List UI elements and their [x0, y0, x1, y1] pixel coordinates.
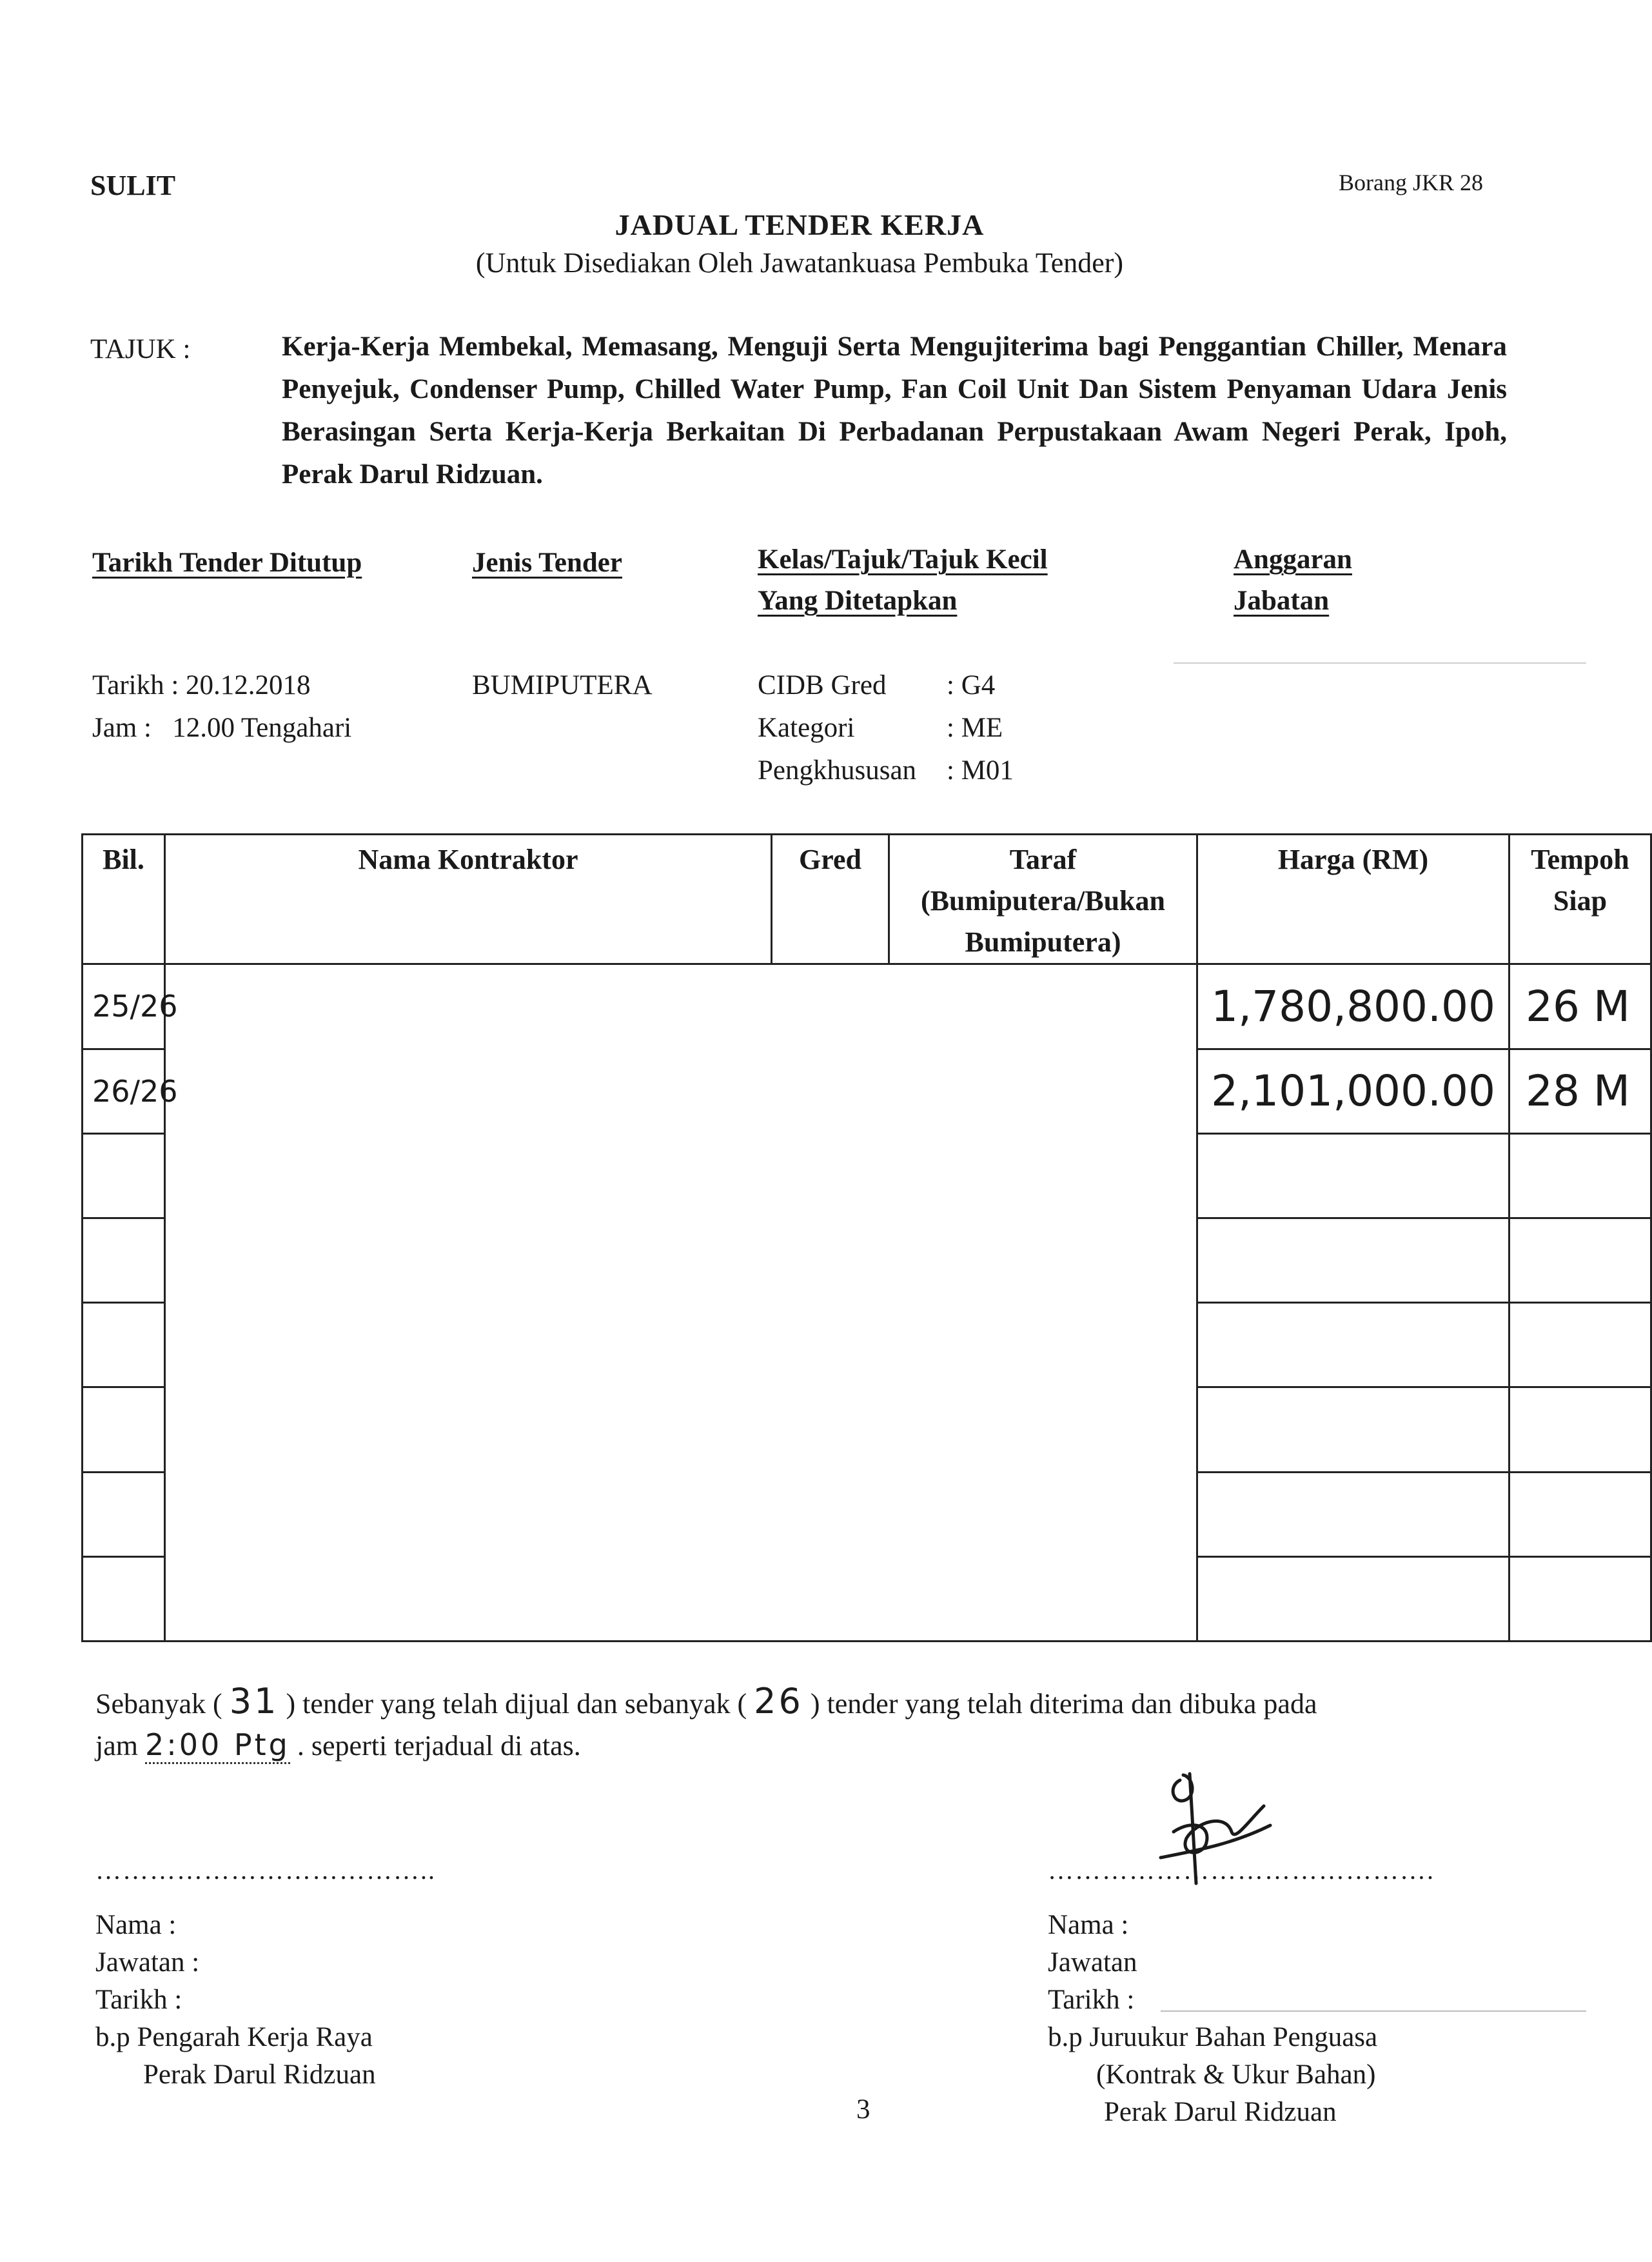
harga-cell — [1197, 1556, 1509, 1641]
jenis-tender-value: BUMIPUTERA — [472, 670, 653, 700]
anggaran-header-line1: Anggaran — [1234, 544, 1352, 575]
tenders-sold-count: 31 — [229, 1681, 279, 1721]
right-nama: Nama : — [1048, 1910, 1129, 1940]
signature-line-left: ……………………………….. — [95, 1856, 436, 1885]
page-subtitle: (Untuk Disediakan Oleh Jawatankuasa Pembuka Tender) — [475, 247, 1124, 279]
tajuk-text: Kerja-Kerja Membekal, Memasang, Menguji Serta Mengujiterima bagi Penggantian Chiller, Menara Penyejuk, Condenser Pump, Chilled Water Pump, Fan Coil Unit Dan Sistem Penyaman Udara Jenis Berasingan Serta Kerja-Kerja Berkaitan Di Perbadanan Perpustakaan Awam Negeri Perak, Ipoh, Perak Darul Ridzuan. — [282, 332, 1507, 490]
tempoh-cell — [1509, 1556, 1651, 1641]
tempoh-cell — [1509, 1472, 1651, 1556]
form-code: Borang JKR 28 — [1339, 170, 1483, 195]
table-row — [83, 1472, 1651, 1556]
tarikh-tender-header: Tarikh Tender Ditutup — [92, 548, 362, 578]
right-tarikh: Tarikh : — [1048, 1985, 1135, 2015]
bil-cell — [83, 1133, 165, 1218]
contractor-cell — [165, 1472, 1197, 1556]
contractor-cell — [165, 1049, 1197, 1133]
contractor-cell — [165, 1556, 1197, 1641]
right-bp-line2: (Kontrak & Ukur Bahan) — [1096, 2059, 1376, 2090]
col-bil: Bil. — [83, 835, 165, 964]
bil-cell — [83, 1472, 165, 1556]
tenders-received-count: 26 — [754, 1681, 803, 1721]
bil-cell: 25/26 — [83, 964, 165, 1049]
kategori-label: Kategori — [758, 713, 855, 743]
table-row — [83, 1049, 1651, 1133]
classification-label: SULIT — [90, 170, 176, 201]
right-bp-line3: Perak Darul Ridzuan — [1104, 2097, 1337, 2127]
left-jawatan: Jawatan : — [95, 1947, 200, 1978]
summary-line-1: Sebanyak ( 31 ) tender yang telah dijual dan sebanyak ( 26 ) tender yang telah diterima dan dibuka pada — [95, 1681, 1317, 1721]
contractor-cell — [165, 964, 1197, 1049]
col-harga: Harga (RM) — [1197, 835, 1509, 964]
bil-cell: 26/26 — [83, 1049, 165, 1133]
bil-cell — [83, 1303, 165, 1387]
pengkhususan-value: : M01 — [947, 755, 1014, 786]
contractor-cell — [165, 1387, 1197, 1472]
kategori-value: : ME — [947, 713, 1003, 743]
tender-table — [81, 833, 1652, 1642]
left-tarikh: Tarikh : — [95, 1985, 182, 2015]
harga-cell — [1197, 1218, 1509, 1302]
tempoh-cell — [1509, 1303, 1651, 1387]
kelas-header-line1: Kelas/Tajuk/Tajuk Kecil — [758, 544, 1048, 575]
tarikh-value: Tarikh : 20.12.2018 — [92, 670, 311, 700]
anggaran-header-line2: Jabatan — [1234, 586, 1330, 616]
contractor-cell — [165, 1303, 1197, 1387]
left-bp-line1: b.p Pengarah Kerja Raya — [95, 2022, 373, 2052]
table-row — [83, 1556, 1651, 1641]
tempoh-cell — [1509, 1387, 1651, 1472]
tempoh-cell — [1509, 1133, 1651, 1218]
summary-line-2: jam 2:00 Ptg . seperti terjadual di atas. — [95, 1727, 581, 1762]
right-bp-line1: b.p Juruukur Bahan Penguasa — [1048, 2022, 1378, 2052]
scan-line — [1174, 662, 1586, 664]
opening-time: 2:00 Ptg — [145, 1727, 290, 1764]
harga-cell — [1197, 1303, 1509, 1387]
contractor-cell — [165, 1133, 1197, 1218]
tajuk-label: TAJUK : — [90, 334, 191, 364]
harga-cell: 2,101,000.00 — [1197, 1049, 1509, 1133]
bil-cell — [83, 1556, 165, 1641]
bil-cell — [83, 1218, 165, 1302]
col-nama-kontraktor: Nama Kontraktor — [165, 835, 772, 964]
right-jawatan: Jawatan — [1048, 1947, 1137, 1978]
scan-line — [1161, 2010, 1586, 2012]
table-row — [83, 1218, 1651, 1302]
harga-cell: 1,780,800.00 — [1197, 964, 1509, 1049]
left-bp-line2: Perak Darul Ridzuan — [143, 2059, 376, 2090]
col-tempoh-siap: Tempoh Siap — [1509, 835, 1651, 964]
col-gred: Gred — [772, 835, 889, 964]
jenis-tender-header: Jenis Tender — [472, 548, 622, 578]
harga-cell — [1197, 1133, 1509, 1218]
table-row — [83, 1387, 1651, 1472]
kelas-header-line2: Yang Ditetapkan — [758, 586, 958, 616]
tempoh-cell: 28 M — [1509, 1049, 1651, 1133]
bil-cell — [83, 1387, 165, 1472]
harga-cell — [1197, 1472, 1509, 1556]
tempoh-cell: 26 M — [1509, 964, 1651, 1049]
tempoh-cell — [1509, 1218, 1651, 1302]
contractor-cell — [165, 1218, 1197, 1302]
signature-line-right: ……………………………………. — [1048, 1856, 1435, 1885]
table-header-row — [83, 835, 1651, 964]
harga-cell — [1197, 1387, 1509, 1472]
cidb-label: CIDB Gred — [758, 670, 887, 700]
table-row — [83, 1133, 1651, 1218]
pengkhususan-label: Pengkhususan — [758, 755, 917, 786]
jam-value: Jam : 12.00 Tengahari — [92, 713, 352, 743]
page-number: 3 — [856, 2094, 870, 2125]
table-row — [83, 1303, 1651, 1387]
table-row — [83, 964, 1651, 1049]
col-taraf: Taraf (Bumiputera/Bukan Bumiputera) — [889, 835, 1197, 964]
page-title: JADUAL TENDER KERJA — [615, 208, 985, 241]
left-nama: Nama : — [95, 1910, 177, 1940]
cidb-value: : G4 — [947, 670, 996, 700]
